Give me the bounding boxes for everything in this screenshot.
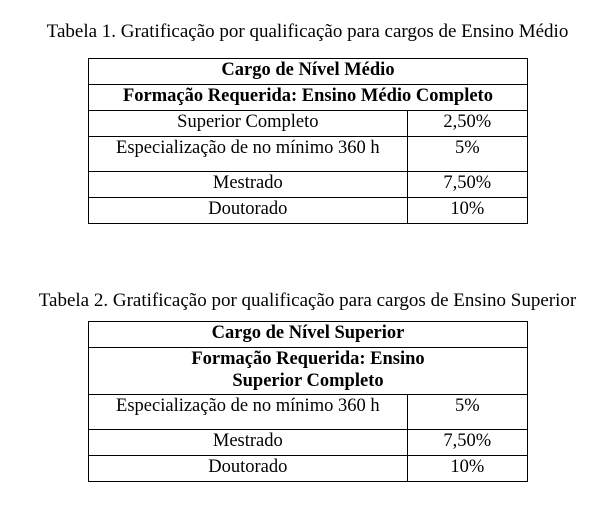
table-row — [89, 430, 528, 456]
table1-row-label: Superior Completo — [89, 111, 408, 137]
table2-caption: Tabela 2. Gratificação por qualificação para cargos de Ensino Superior — [38, 290, 577, 311]
table-row — [89, 137, 528, 172]
table1-row-value: 7,50% — [407, 172, 527, 198]
table2-row-value: 7,50% — [407, 430, 527, 456]
table2-header: Cargo de Nível Superior — [89, 322, 528, 348]
table2-row-value: 10% — [407, 456, 527, 482]
table1-row-value: 2,50% — [407, 111, 527, 137]
table1-row-value: 10% — [407, 198, 527, 224]
table1-subheader: Formação Requerida: Ensino Médio Completo — [89, 85, 528, 111]
table1-row-label: Especialização de no mínimo 360 h — [89, 137, 408, 172]
table2-subheader-row — [89, 348, 528, 395]
table1 — [88, 58, 528, 224]
table2 — [88, 321, 528, 482]
table-row — [89, 111, 528, 137]
table1-subheader-row — [89, 85, 528, 111]
table1-header: Cargo de Nível Médio — [89, 59, 528, 85]
table-row — [89, 395, 528, 430]
table1-header-row — [89, 59, 528, 85]
table1-row-label: Doutorado — [89, 198, 408, 224]
table-row — [89, 456, 528, 482]
table-row — [89, 198, 528, 224]
table2-row-label: Doutorado — [89, 456, 408, 482]
table2-subheader: Formação Requerida: Ensino Superior Completo — [89, 348, 528, 395]
table1-caption: Tabela 1. Gratificação por qualificação para cargos de Ensino Médio — [46, 21, 569, 42]
table2-row-label: Especialização de no mínimo 360 h — [89, 395, 408, 430]
table1-row-value: 5% — [407, 137, 527, 172]
table2-row-value: 5% — [407, 395, 527, 430]
table2-header-row — [89, 322, 528, 348]
table1-row-label: Mestrado — [89, 172, 408, 198]
table2-row-label: Mestrado — [89, 430, 408, 456]
table-row — [89, 172, 528, 198]
